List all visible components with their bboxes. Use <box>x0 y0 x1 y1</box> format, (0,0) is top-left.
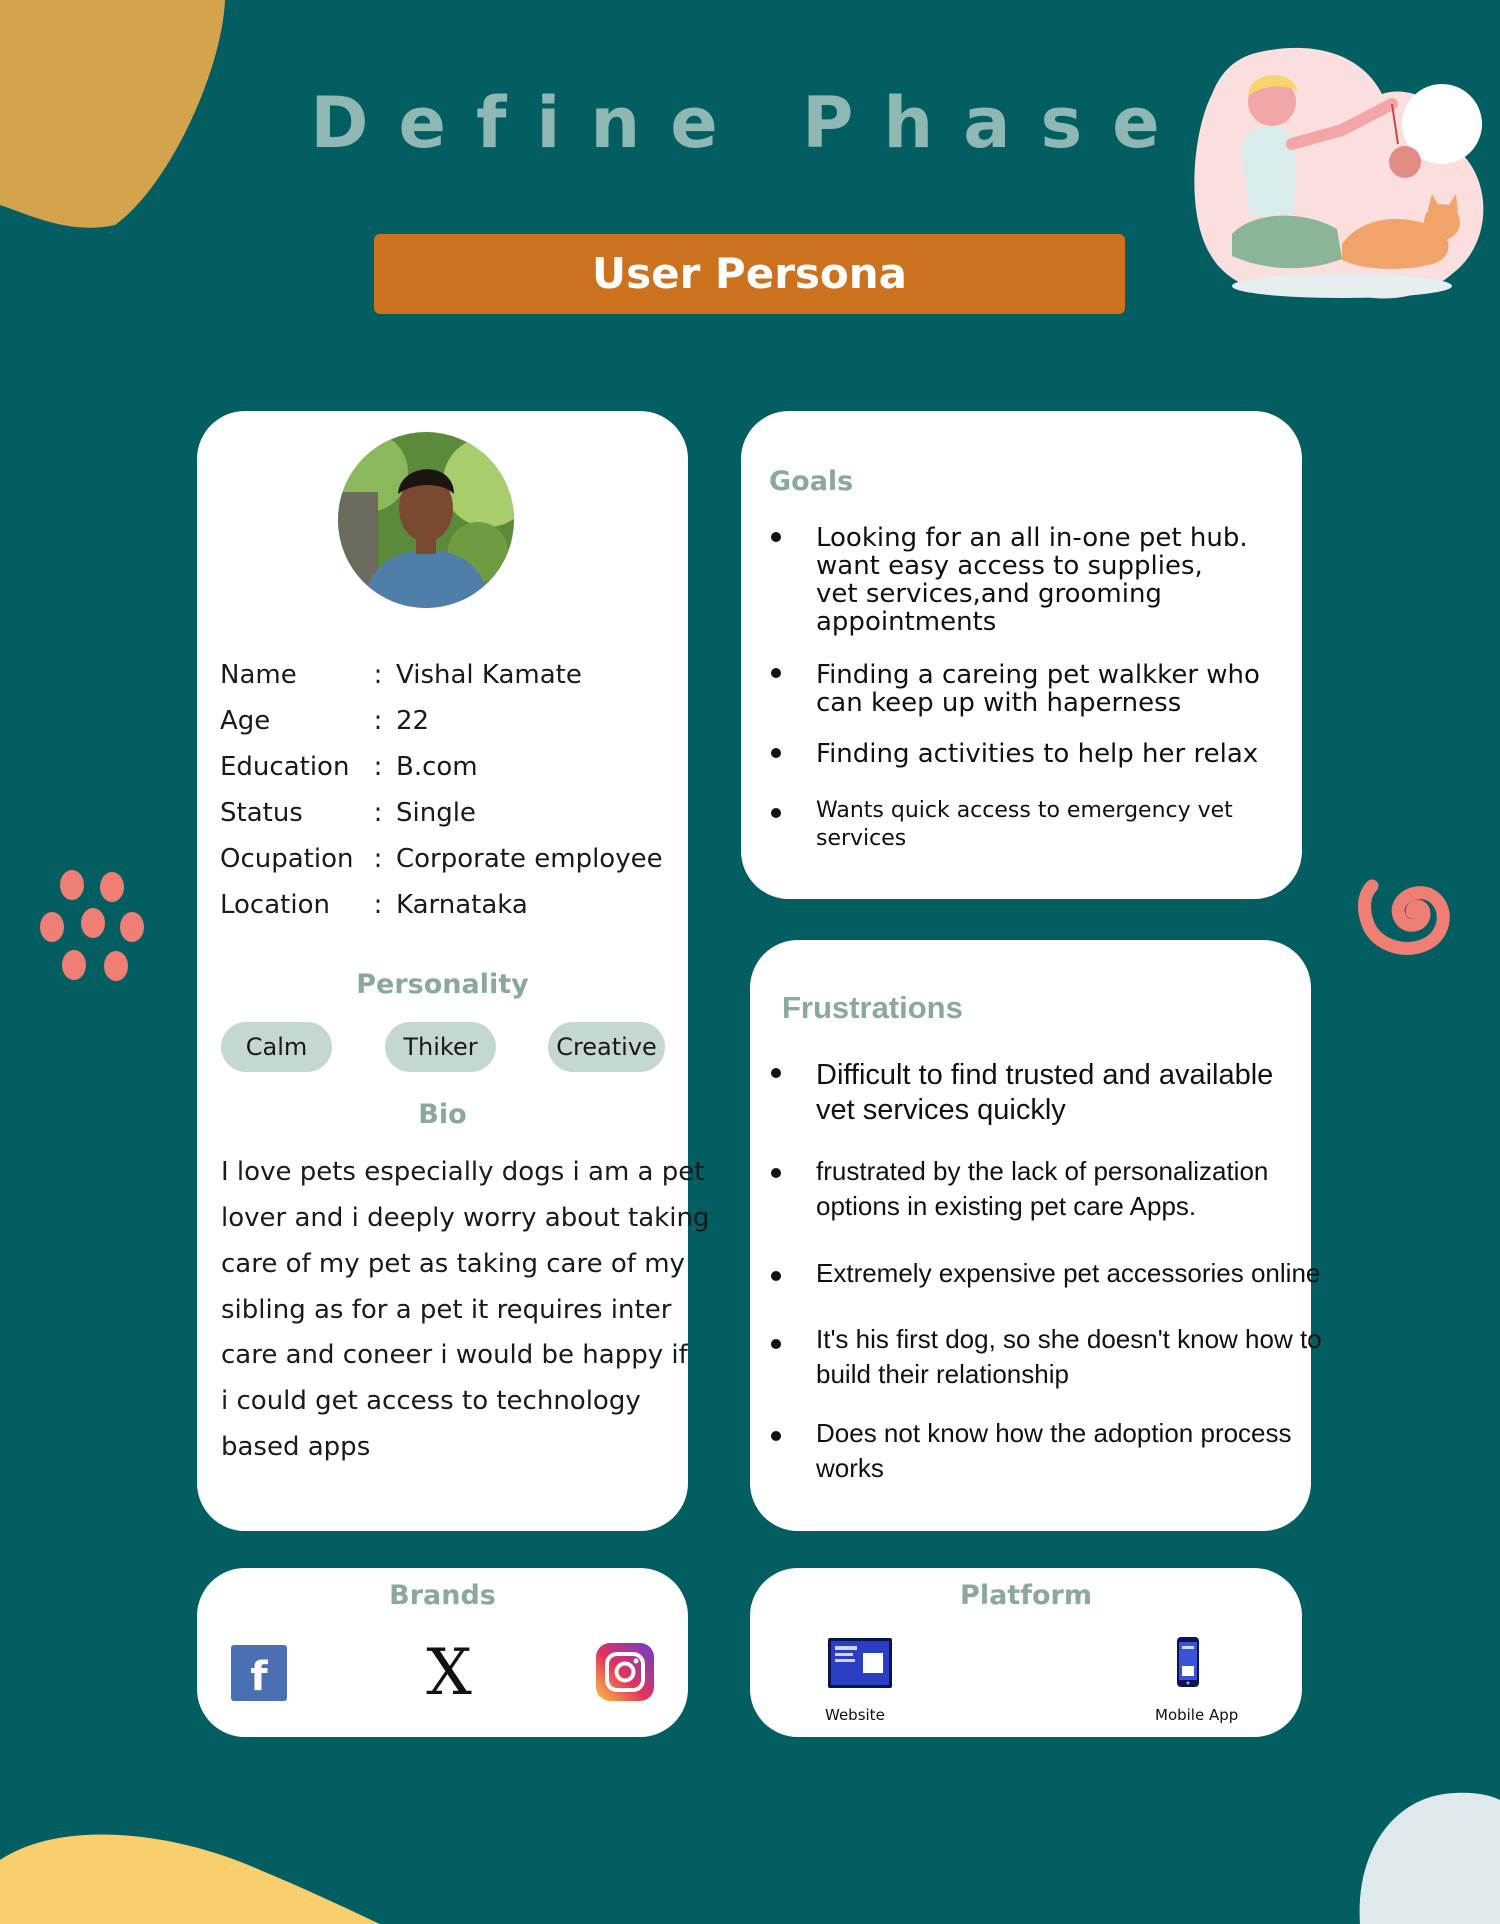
personality-heading: Personality <box>356 969 529 1000</box>
bio-line: I love pets especially dogs i am a pet <box>221 1157 705 1187</box>
platform-mobile-label: Mobile App <box>1155 1706 1239 1724</box>
goal-item-1: Looking for an all in-one pet hub. want easy access to supplies, vet services,and grooming appointments <box>816 523 1248 637</box>
frustration-item-1: Difficult to find trusted and available vet services quickly <box>816 1059 1274 1126</box>
goal-item-2: Finding a careing pet walkker who can keep up with haperness <box>816 660 1260 718</box>
mobile-app-icon[interactable] <box>1176 1636 1200 1688</box>
goals-heading: Goals <box>769 466 854 497</box>
frustration-bullet <box>771 1339 781 1349</box>
frustration-bullet <box>771 1168 781 1178</box>
user-persona-banner: User Persona <box>374 234 1125 314</box>
bio-line: care and coneer i would be happy if <box>221 1340 688 1370</box>
personality-chip-calm: Calm <box>221 1022 332 1072</box>
personality-chip-creative: Creative <box>548 1022 665 1072</box>
goal-bullet <box>771 532 781 542</box>
bottom-left-blob <box>0 1800 400 1924</box>
goal-item-3: Finding activities to help her relax <box>816 739 1259 769</box>
frustration-bullet <box>771 1271 781 1281</box>
goal-bullet <box>771 668 781 678</box>
bottom-right-blob <box>1355 1790 1500 1924</box>
bio-line: sibling as for a pet it requires inter <box>221 1295 672 1325</box>
bio-line: i could get access to technology <box>221 1386 641 1416</box>
instagram-icon[interactable] <box>596 1643 654 1701</box>
website-icon[interactable] <box>827 1637 893 1689</box>
frustration-bullet <box>771 1431 781 1441</box>
x-icon[interactable]: X <box>426 1636 472 1710</box>
frustration-item-3: Extremely expensive pet accessories online <box>816 1258 1321 1288</box>
frustration-item-4: It's his first dog, so she doesn't know how to build their relationship <box>816 1324 1322 1389</box>
avatar-photo <box>338 432 514 608</box>
frustrations-heading: Frustrations <box>782 990 963 1025</box>
personality-chip-thinker: Thiker <box>385 1022 496 1072</box>
bio-heading: Bio <box>418 1099 467 1130</box>
frustration-bullet <box>771 1068 781 1078</box>
swirl-icon <box>1356 860 1468 962</box>
goal-item-4: Wants quick access to emergency vet services <box>816 798 1233 851</box>
frustration-item-2: frustrated by the lack of personalization options in existing pet care Apps. <box>816 1156 1269 1221</box>
bio-line: based apps <box>221 1432 371 1462</box>
bio-line: care of my pet as taking care of my <box>221 1249 685 1279</box>
goal-bullet <box>771 748 781 758</box>
brands-heading: Brands <box>389 1580 496 1611</box>
goal-bullet <box>771 808 781 818</box>
frustration-item-5: Does not know how the adoption process works <box>816 1418 1292 1483</box>
platform-website-label: Website <box>825 1706 885 1724</box>
avatar <box>338 432 514 608</box>
facebook-icon[interactable]: f <box>231 1645 287 1701</box>
paw-print-icon <box>34 865 149 985</box>
platform-heading: Platform <box>960 1580 1092 1611</box>
page-title: Define Phase <box>310 82 1190 164</box>
bio-line: lover and i deeply worry about taking <box>221 1203 710 1233</box>
